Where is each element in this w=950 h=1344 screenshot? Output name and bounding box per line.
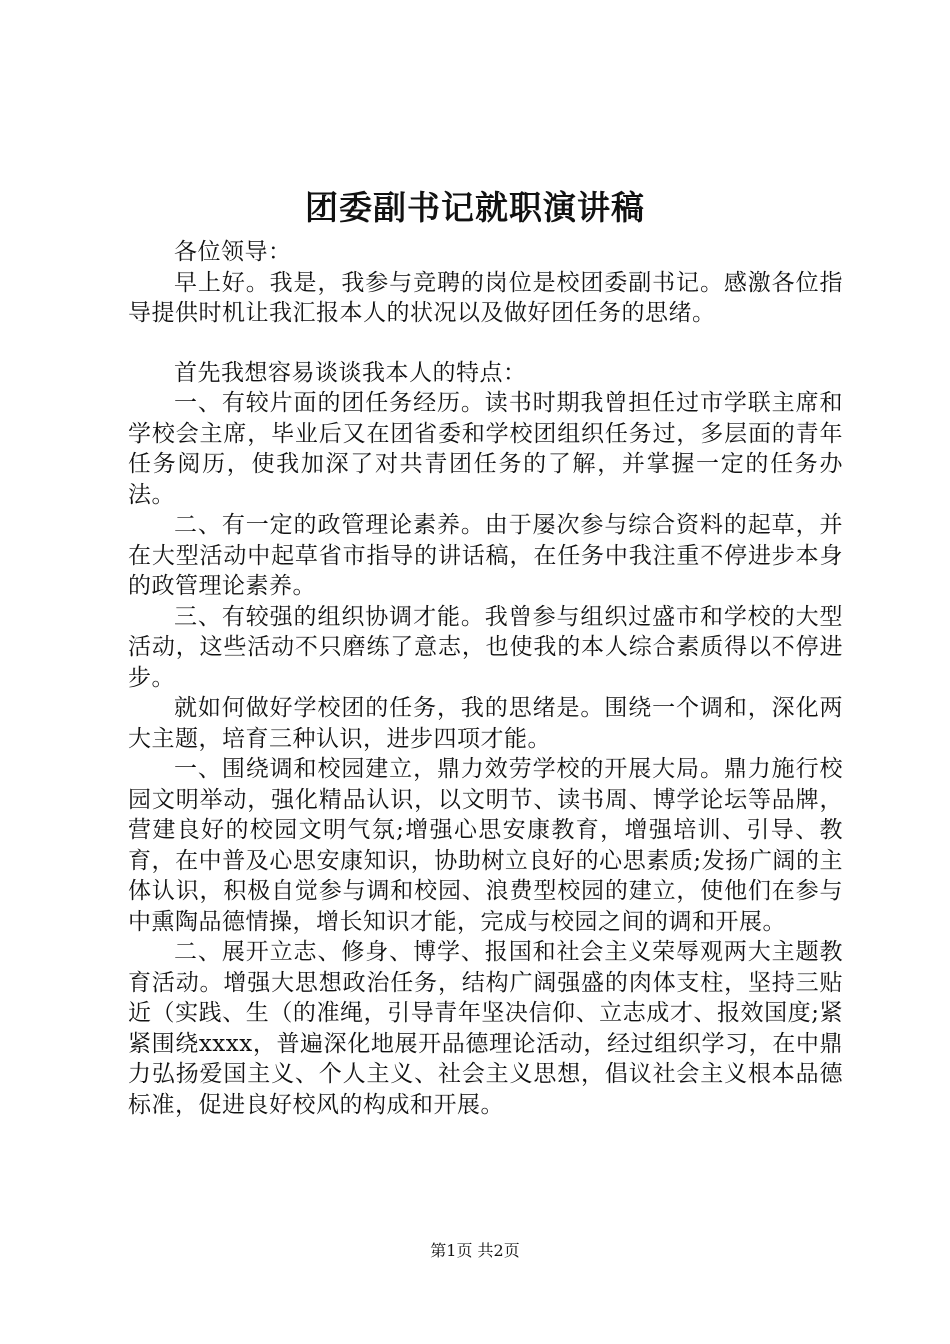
document-title: 团委副书记就职演讲稿: [305, 188, 645, 227]
paragraph-salutation: 各位领导：: [174, 239, 292, 265]
paragraph-point-1: 一、有较片面的团任务经历。读书时期我曾担任过市学联主席和学校会主席，毕业后又在团省委和学校团组织任务过，多层面的青年任务阅历，使我加深了对共青团任务的了解，并掌握一定的任务办法。: [128, 390, 843, 508]
paragraph-plan-1: 一、围绕调和校园建立，鼎力效劳学校的开展大局。鼎力施行校园文明举动，强化精品认识，以文明节、读书周、博学论坛等品牌，营建良好的校园文明气氛;增强心思安康教育，增强培训、引导、教育，在中普及心思安康知识，协助树立良好的心思素质;发扬广阔的主体认识，积极自觉参与调和校园、浪费型校园的建立，使他们在参与中熏陶品德情操，增长知识才能，完成与校园之间的调和开展。: [128, 756, 843, 935]
page-number-footer: 第1页 共2页: [430, 1241, 520, 1260]
paragraph-greeting: 早上好。我是，我参与竞聘的岗位是校团委副书记。感激各位指导提供时机让我汇报本人的状况以及做好团任务的思绪。: [128, 269, 843, 326]
paragraph-plan-2: 二、展开立志、修身、博学、报国和社会主义荣辱观两大主题教育活动。增强大思想政治任务，结构广阔强盛的肉体支柱，坚持三贴近（实践、生（的准绳，引导青年坚决信仰、立志成才、报效国度;紧紧围绕xxxx，普遍深化地展开品德理论活动，经过组织学习，在中鼎力弘扬爱国主义、个人主义、社会主义思想，倡议社会主义根本品德标准，促进良好校风的构成和开展。: [128, 939, 843, 1118]
paragraph-plan-intro: 就如何做好学校团的任务，我的思绪是。围绕一个调和，深化两大主题，培育三种认识，进步四项才能。: [128, 695, 843, 752]
document-body: [128, 237, 843, 1120]
paragraph-point-2: 二、有一定的政管理论素养。由于屡次参与综合资料的起草，并在大型活动中起草省市指导的讲话稿，在任务中我注重不停进步本身的政管理论素养。: [128, 512, 843, 599]
paragraph-intro: 首先我想容易谈谈我本人的特点：: [174, 359, 527, 386]
paragraph-point-3: 三、有较强的组织协调才能。我曾参与组织过盛市和学校的大型活动，这些活动不只磨练了意志，也使我的本人综合素质得以不停进步。: [128, 603, 843, 691]
